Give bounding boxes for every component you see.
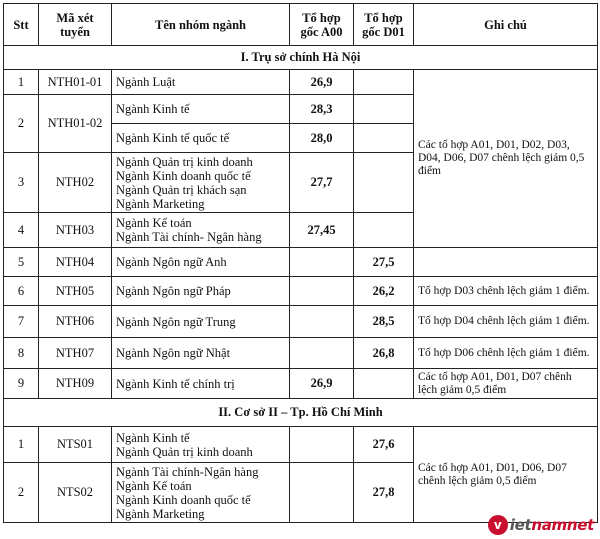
row-a00: 26,9 <box>290 70 354 95</box>
row-d01 <box>354 213 414 248</box>
row-ma: NTH03 <box>39 213 112 248</box>
row-d01: 28,5 <box>354 306 414 338</box>
note-row-7: Tổ hợp D04 chênh lệch giảm 1 điểm. <box>414 306 598 338</box>
header-ghi-chu: Ghi chú <box>414 4 598 46</box>
row-d01: 27,6 <box>354 427 414 463</box>
row-nganh: Ngành Ngôn ngữ Trung <box>112 306 290 338</box>
row-ma: NTH07 <box>39 338 112 369</box>
row-nganh: Ngành Ngôn ngữ Nhật <box>112 338 290 369</box>
row-nganh: Ngành Kinh tế Ngành Quản trị kinh doanh <box>112 427 290 463</box>
row-stt: 1 <box>4 70 39 95</box>
row-stt: 2 <box>4 463 39 523</box>
row-d01 <box>354 70 414 95</box>
section-title-ha-noi: I. Trụ sở chính Hà Nội <box>4 46 598 70</box>
row-nganh: Ngành Luật <box>112 70 290 95</box>
table-row <box>4 369 598 399</box>
row-nganh: Ngành Kế toán Ngành Tài chính- Ngân hàng <box>112 213 290 248</box>
row-stt: 1 <box>4 427 39 463</box>
row-nganh: Ngành Kinh tế chính trị <box>112 369 290 399</box>
table-row <box>4 277 598 306</box>
row-a00 <box>290 277 354 306</box>
row-d01 <box>354 95 414 124</box>
row-nganh: Ngành Kinh tế <box>112 95 290 124</box>
row-stt: 7 <box>4 306 39 338</box>
row-d01: 27,5 <box>354 248 414 277</box>
note-row-8: Tổ hợp D06 chênh lệch giảm 1 điểm. <box>414 338 598 369</box>
table-row <box>4 248 598 277</box>
row-stt: 2 <box>4 95 39 153</box>
admission-score-table <box>3 3 598 523</box>
row-ma: NTH05 <box>39 277 112 306</box>
note-row-9: Các tổ hợp A01, D01, D07 chênh lệch giảm 0,5 điểm <box>414 369 598 399</box>
row-d01: 26,8 <box>354 338 414 369</box>
table-row <box>4 306 598 338</box>
row-stt: 6 <box>4 277 39 306</box>
header-to-hop-a00: Tổ hợp gốc A00 <box>290 4 354 46</box>
row-d01 <box>354 369 414 399</box>
row-nganh: Ngành Ngôn ngữ Pháp <box>112 277 290 306</box>
row-a00: 27,45 <box>290 213 354 248</box>
note-group-hcm: Các tổ hợp A01, D01, D06, D07 chênh lệch giảm 0,5 điểm <box>414 427 598 523</box>
table-row <box>4 338 598 369</box>
row-ma: NTS01 <box>39 427 112 463</box>
row-a00 <box>290 463 354 523</box>
section-title-hcm: II. Cơ sở II – Tp. Hồ Chí Minh <box>4 399 598 427</box>
row-a00 <box>290 306 354 338</box>
row-nganh: Ngành Quản trị kinh doanh Ngành Kinh doanh quốc tế Ngành Quản trị khách sạn Ngành Marketing <box>112 153 290 213</box>
row-a00: 28,0 <box>290 124 354 153</box>
row-stt: 8 <box>4 338 39 369</box>
header-ma-xet-tuyen: Mã xét tuyển <box>39 4 112 46</box>
row-a00 <box>290 427 354 463</box>
row-a00: 26,9 <box>290 369 354 399</box>
row-a00: 27,7 <box>290 153 354 213</box>
row-d01 <box>354 124 414 153</box>
table-row <box>4 70 598 95</box>
header-ten-nhom-nganh: Tên nhóm ngành <box>112 4 290 46</box>
row-stt: 9 <box>4 369 39 399</box>
row-ma: NTH01-02 <box>39 95 112 153</box>
watermark-brand: ietnamnet <box>509 516 594 534</box>
row-ma: NTH06 <box>39 306 112 338</box>
row-nganh: Ngành Ngôn ngữ Anh <box>112 248 290 277</box>
row-ma: NTS02 <box>39 463 112 523</box>
vietnamnet-logo-icon: v <box>488 515 508 535</box>
table-row <box>4 427 598 463</box>
row-d01 <box>354 153 414 213</box>
row-a00 <box>290 338 354 369</box>
row-a00 <box>290 248 354 277</box>
row-ma: NTH09 <box>39 369 112 399</box>
row-ma: NTH02 <box>39 153 112 213</box>
row-stt: 4 <box>4 213 39 248</box>
row-nganh: Ngành Tài chính-Ngân hàng Ngành Kế toán Ngành Kinh doanh quốc tế Ngành Marketing <box>112 463 290 523</box>
row-d01: 26,2 <box>354 277 414 306</box>
vietnamnet-watermark <box>488 515 594 535</box>
row-ma: NTH04 <box>39 248 112 277</box>
section-row <box>4 399 598 427</box>
note-group-1: Các tổ hợp A01, D01, D02, D03, D04, D06, D07 chênh lệch giảm 0,5 điểm <box>414 70 598 248</box>
row-d01: 27,8 <box>354 463 414 523</box>
row-ma: NTH01-01 <box>39 70 112 95</box>
header-row <box>4 4 598 46</box>
row-stt: 3 <box>4 153 39 213</box>
header-to-hop-d01: Tổ hợp gốc D01 <box>354 4 414 46</box>
row-nganh: Ngành Kinh tế quốc tế <box>112 124 290 153</box>
row-a00: 28,3 <box>290 95 354 124</box>
row-stt: 5 <box>4 248 39 277</box>
note-row-5 <box>414 248 598 277</box>
note-row-6: Tổ hợp D03 chênh lệch giảm 1 điểm. <box>414 277 598 306</box>
section-row <box>4 46 598 70</box>
header-stt: Stt <box>4 4 39 46</box>
